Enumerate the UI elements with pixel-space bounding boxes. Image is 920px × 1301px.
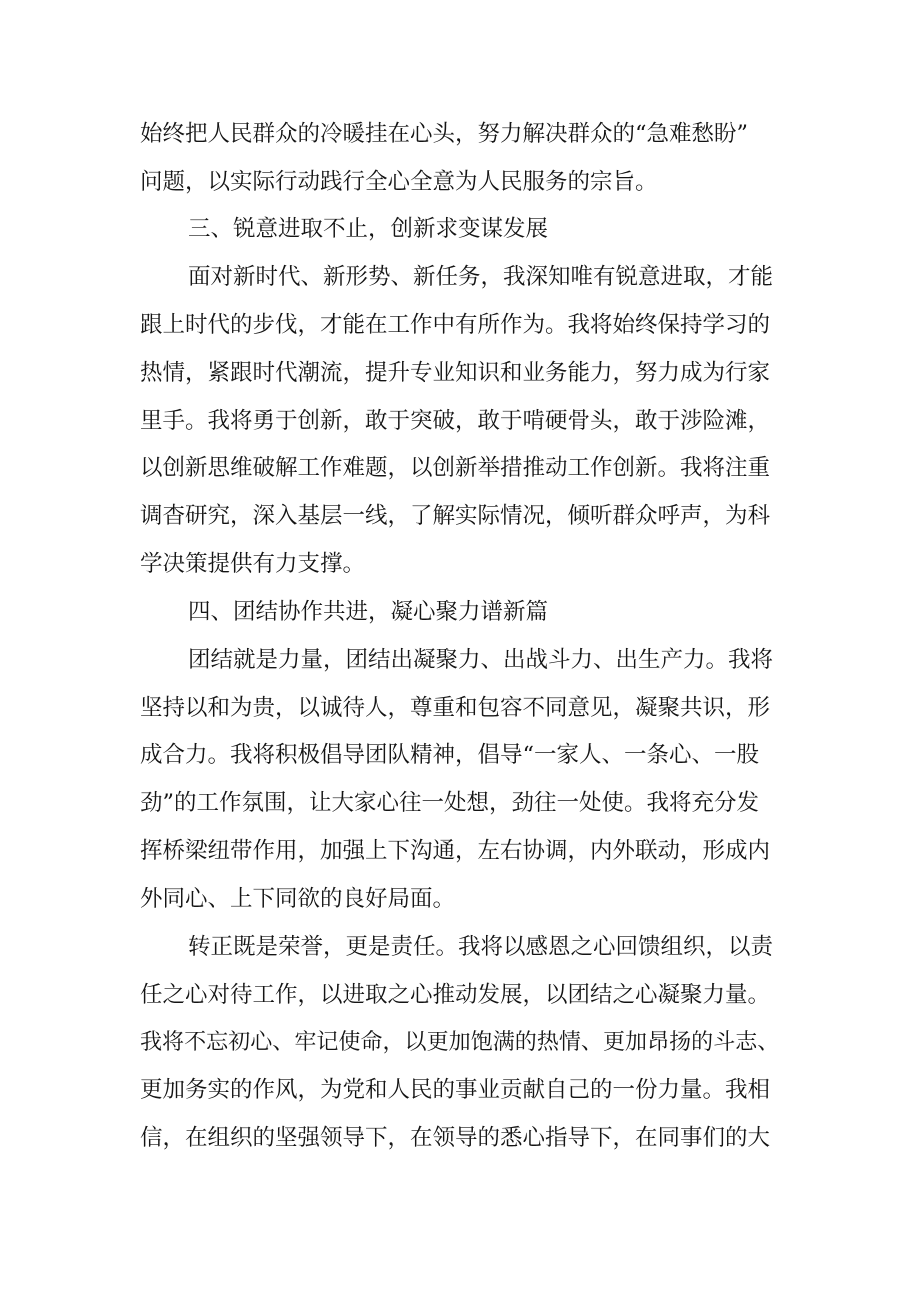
section-heading-4: 四、团结协作共进，凝心聚力谱新篇 [188, 599, 549, 625]
text-line: 热情，紧跟时代潮流，提升专业知识和业务能力，努力成为行家 [140, 360, 771, 386]
text-line: 面对新时代、新形势、新任务，我深知唯有锐意进取，才能 [188, 264, 774, 290]
text-line: 挥桥梁纽带作用，加强上下沟通，左右协调，内外联动，形成内 [140, 838, 771, 864]
text-line: 劲”的工作氛围，让大家心往一处想，劲往一处使。我将充分发 [140, 790, 760, 816]
text-line: 信，在组织的坚强领导下，在领导的悉心指导下，在同事们的大 [140, 1125, 771, 1151]
text-line: 成合力。我将积极倡导团队精神，倡导“一家人、一条心、一股 [140, 742, 760, 768]
section-heading-3: 三、锐意进取不止，创新求变谋发展 [188, 216, 549, 242]
text-line: 调杳研究，深入基层一线，了解实际情况，倾听群众呼声，为科 [140, 503, 771, 529]
text-line: 问题，以实际行动践行全心全意为人民服务的宗旨。 [140, 169, 658, 195]
text-line: 外同心、上下同欲的良好局面。 [140, 886, 456, 912]
text-line: 始终把人民群众的冷暖挂在心头，努力解决群众的“急难愁盼” [140, 121, 749, 147]
text-line: 里手。我将勇于创新，敢于突破，敢于啃硬骨头，敢于涉险滩， [140, 408, 771, 434]
text-line: 跟上时代的步伐，才能在工作中有所作为。我将始终保持学习的 [140, 312, 771, 338]
text-line: 我将不忘初心、牢记使命，以更加饱满的热情、更加昂扬的斗志、 [140, 1030, 780, 1055]
text-line: 学决策提供有力支撑。 [140, 551, 366, 577]
text-line: 坚持以和为贵，以诚待人，尊重和包容不同意见，凝聚共识，形 [140, 695, 771, 721]
text-line: 以创新思维破解工作难题，以创新举措推动工作创新。我将注重 [140, 455, 771, 481]
text-line: 转正既是荣誉，更是责任。我将以感恩之心回馈组织，以责 [188, 934, 774, 960]
text-line: 团结就是力量，团结出凝聚力、出战斗力、出生产力。我将 [188, 647, 774, 673]
text-line: 更加务实的作风，为党和人民的事业贡献自己的一份力量。我相 [140, 1077, 771, 1103]
text-line: 任之心对待工作，以进取之心推动发展，以团结之心凝聚力量。 [140, 982, 771, 1008]
